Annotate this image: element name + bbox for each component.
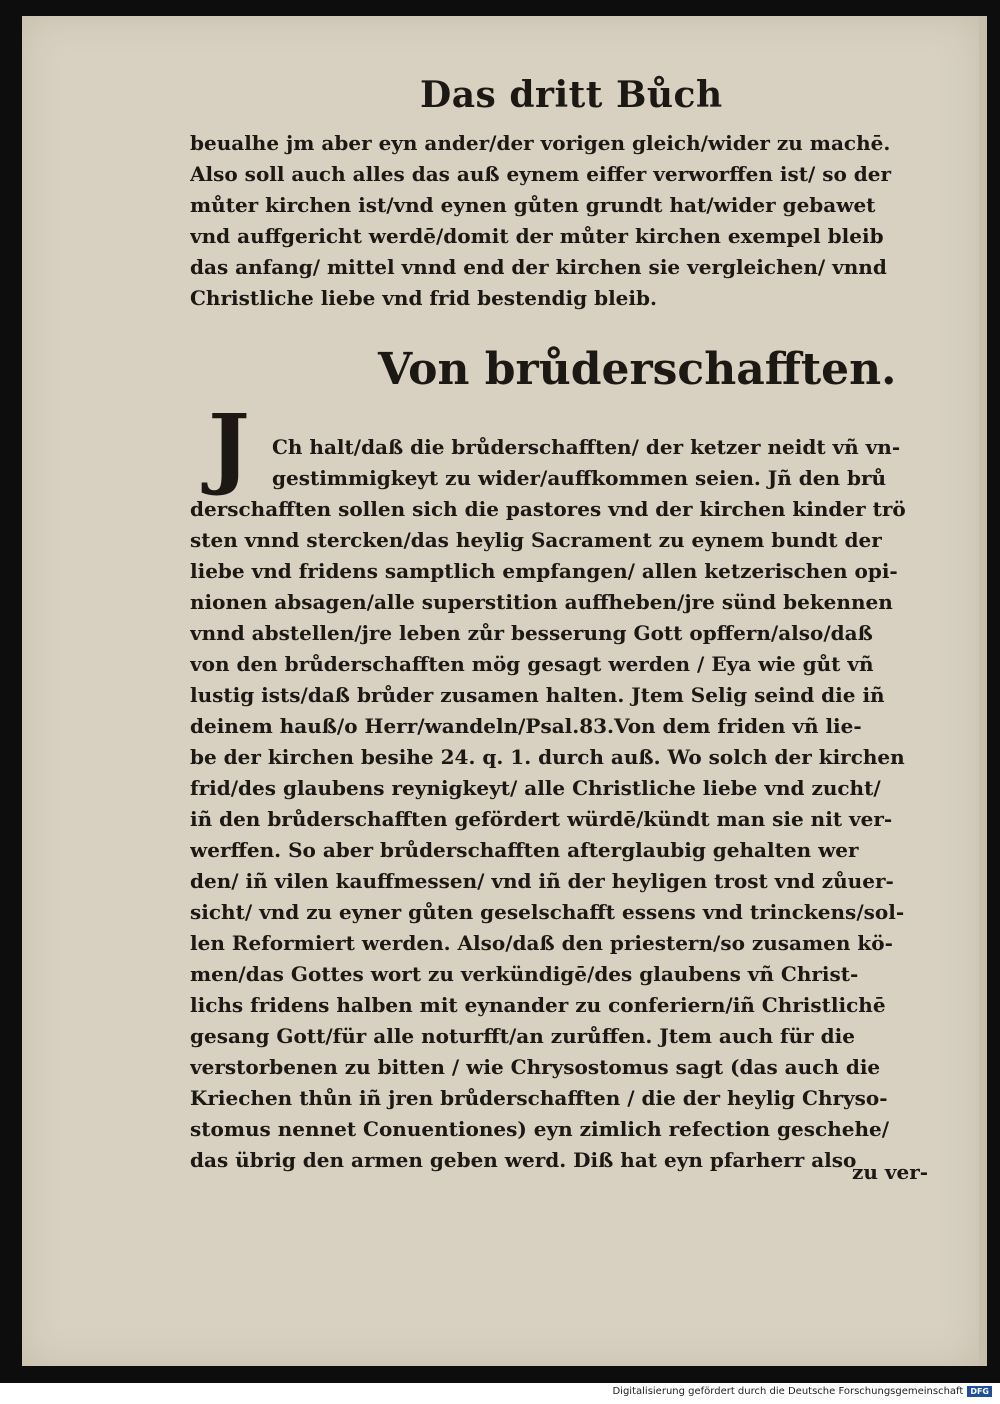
text-line: iñ den brůderschafften gefördert würdē/kündt man sie nit ver- — [190, 807, 893, 831]
text-line: men/das Gottes wort zu verkündigē/des glaubens vñ Christ- — [190, 962, 859, 986]
section-heading: Von brůderschafften. — [378, 344, 897, 395]
text-line: derschafften sollen sich die pastores vnd der kirchen kinder trö — [190, 497, 906, 521]
text-line: beualhe jm aber eyn ander/der vorigen gleich/wider zu machē. — [190, 131, 891, 155]
text-line: das anfang/ mittel vnnd end der kirchen sie vergleichen/ vnnd — [190, 255, 887, 279]
text-line: verstorbenen zu bitten / wie Chrysostomus sagt (das auch die — [190, 1055, 881, 1079]
text-line: Also soll auch alles das auß eynem eiffer verworffen ist/ so der — [190, 162, 892, 186]
decorated-initial: J — [208, 394, 250, 498]
text-line: vnnd abstellen/jre leben zůr besserung Gott opffern/also/daß — [190, 621, 873, 645]
text-line: len Reformiert werden. Also/daß den priestern/so zusamen kö- — [190, 931, 893, 955]
text-line: liebe vnd fridens samptlich empfangen/ allen ketzerischen opi- — [190, 559, 898, 583]
text-line: das übrig den armen geben werd. Diß hat eyn pfarherr also — [190, 1148, 857, 1172]
indented-lines — [272, 432, 952, 494]
body-paragraph — [190, 494, 950, 1176]
top-paragraph — [190, 128, 950, 314]
text-line: Ch halt/daß die brůderschafften/ der ketzer neidt vñ vn- — [272, 435, 901, 459]
text-line: den/ iñ vilen kauffmessen/ vnd iñ der heyligen trost vnd zůuer- — [190, 869, 894, 893]
text-line: sten vnnd stercken/das heylig Sacrament zu eynem bundt der — [190, 528, 882, 552]
text-line: Christliche liebe vnd frid bestendig bleib. — [190, 286, 657, 310]
text-line: lichs fridens halben mit eynander zu conferiern/iñ Christlichē — [190, 993, 886, 1017]
text-line: nionen absagen/alle superstition auffheben/jre sünd bekennen — [190, 590, 893, 614]
text-line: vnd auffgericht werdē/domit der můter kirchen exempel bleib — [190, 224, 884, 248]
text-line: stomus nennet Conuentiones) eyn zimlich refection geschehe/ — [190, 1117, 890, 1141]
text-line: můter kirchen ist/vnd eynen gůten grundt hat/wider gebawet — [190, 193, 876, 217]
dfg-logo: DFG — [967, 1386, 992, 1397]
text-line: sicht/ vnd zu eyner gůten geselschafft essens vnd trinckens/sol- — [190, 900, 905, 924]
text-line: be der kirchen besihe 24. q. 1. durch auß. Wo solch der kirchen — [190, 745, 905, 769]
text-line: deinem hauß/o Herr/wandeln/Psal.83.Von dem friden vñ lie- — [190, 714, 862, 738]
catchword: zu ver- — [852, 1160, 929, 1184]
text-line: werffen. So aber brůderschafften afterglaubig gehalten wer — [190, 838, 859, 862]
running-head: Das dritt Bůch — [420, 74, 723, 116]
text-line: von den brůderschafften mög gesagt werden / Eya wie gůt vñ — [190, 652, 874, 676]
text-line: frid/des glaubens reynigkeyt/ alle Christliche liebe vnd zucht/ — [190, 776, 881, 800]
text-line: gestimmigkeyt zu wider/auffkommen seien. Jñ den brů — [272, 466, 887, 490]
footer — [612, 1386, 992, 1397]
text-line: Kriechen thůn iñ jren brůderschafften / die der heylig Chryso- — [190, 1086, 888, 1110]
text-line: lustig ists/daß brůder zusamen halten. Jtem Selig seind die iñ — [190, 683, 885, 707]
text-line: gesang Gott/für alle noturfft/an zurůffen. Jtem auch für die — [190, 1024, 855, 1048]
footer-credit: Digitalisierung gefördert durch die Deutsche Forschungsgemeinschaft — [612, 1386, 964, 1397]
